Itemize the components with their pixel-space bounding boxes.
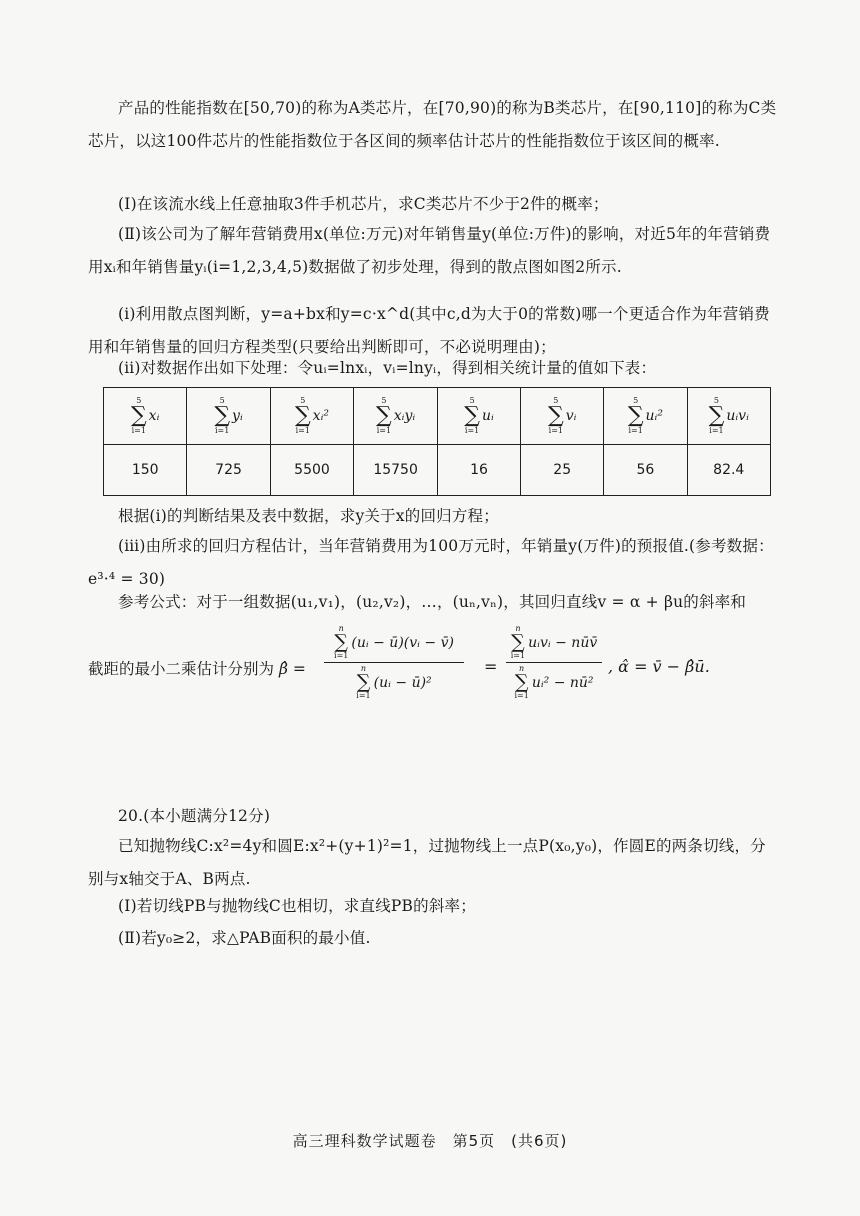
table-header-cell: 5 ∑ i=1 uᵢ² — [604, 388, 687, 445]
table-value-cell: 5500 — [270, 445, 354, 496]
table-value-cell: 25 — [521, 445, 604, 496]
table-value-cell: 725 — [187, 445, 270, 496]
page-footer: 高三理科数学试题卷 第5页 (共6页) — [292, 1132, 568, 1150]
table-header-cell: 5 ∑ i=1 yᵢ — [187, 388, 270, 445]
question-20-title: 20.(本小题满分12分) — [118, 807, 271, 825]
table-value-cell: 82.4 — [687, 445, 771, 496]
part-2-ii-instruction: (ⅱ)对数据作出如下处理：令uᵢ=lnxᵢ，vᵢ=lnyᵢ，得到相关统计量的值如下表： — [118, 359, 657, 377]
table-header-cell: 5 ∑ i=1 xᵢ² — [270, 388, 354, 445]
question-20-part-1: (Ⅰ)若切线PB与抛物线C也相切，求直线PB的斜率； — [118, 897, 476, 915]
paragraph-chip-classes: 产品的性能指数在[50,70)的称为A类芯片，在[70,90)的称为B类芯片，在[90,110]的称为C类芯片，以这100件芯片的性能指数位于各区间的频率估计芯片的性能指数位于该区间的概率. — [88, 99, 777, 150]
equals-sign: = — [484, 657, 498, 676]
part-2-i-question: (ⅰ)利用散点图判断，y=a+bx和y=c·x^d(其中c,d为大于0的常数)哪一个更适合作为年营销费用和年销售量的回归方程类型(只要给出判断即可，不必说明理由)； — [88, 305, 770, 356]
reference-formula-intro: 参考公式：对于一组数据(u₁,v₁)，(u₂,v₂)，…，(uₙ,vₙ)，其回归直线v = α + βu的斜率和 — [118, 593, 747, 611]
question-20-part-2: (Ⅱ)若y₀≥2，求△PAB面积的最小值. — [118, 929, 371, 947]
question-20-body: 已知抛物线C:x²=4y和圆E:x²+(y+1)²=1，过抛物线上一点P(x₀,y₀)，作圆E的两条切线，分别与x轴交于A、B两点. — [88, 837, 766, 888]
part-2-iii-question: (ⅲ)由所求的回归方程估计，当年营销费用为100万元时，年销量y(万件)的预报值.(参考数据：e³·⁴ = 30) — [88, 537, 774, 588]
table-value-row — [104, 445, 771, 496]
table-value-cell: 16 — [437, 445, 520, 496]
table-header-cell: 5 ∑ i=1 xᵢ — [104, 388, 187, 445]
table-value-cell: 56 — [604, 445, 687, 496]
part-2-intro: (Ⅱ)该公司为了解年营销费用x(单位:万元)对年销售量y(单位:万件)的影响，对近5年的年营销费用xᵢ和年销售量yᵢ(i=1,2,3,4,5)数据做了初步处理，得到的散点图如图2所示. — [88, 225, 771, 276]
table-header-cell: 5 ∑ i=1 vᵢ — [521, 388, 604, 445]
table-header-row — [104, 388, 771, 445]
table-value-cell: 15750 — [354, 445, 438, 496]
formula-lead: 截距的最小二乘估计分别为 β̂ = — [88, 660, 306, 678]
beta-fraction-2: n ∑ i=1 uᵢvᵢ − nūv̄ n ∑ i=1 uᵢ² − nū² — [506, 625, 602, 700]
table-header-cell: 5 ∑ i=1 uᵢ — [437, 388, 520, 445]
table-value-cell: 150 — [104, 445, 187, 496]
alpha-formula: , α̂ = v̄ − β̂ū. — [608, 657, 710, 676]
beta-fraction-1: n ∑ i=1 (uᵢ − ū)(vᵢ − v̄) n ∑ i=1 (uᵢ − ū)² — [324, 625, 464, 700]
table-header-cell: 5 ∑ i=1 xᵢyᵢ — [354, 388, 438, 445]
part-2-ii-question: 根据(ⅰ)的判断结果及表中数据，求y关于x的回归方程； — [118, 507, 499, 525]
statistics-table — [103, 387, 771, 496]
table-header-cell: 5 ∑ i=1 uᵢvᵢ — [687, 388, 771, 445]
least-squares-formula — [88, 625, 778, 725]
part-1-question: (Ⅰ)在该流水线上任意抽取3件手机芯片，求C类芯片不少于2件的概率； — [118, 195, 609, 213]
